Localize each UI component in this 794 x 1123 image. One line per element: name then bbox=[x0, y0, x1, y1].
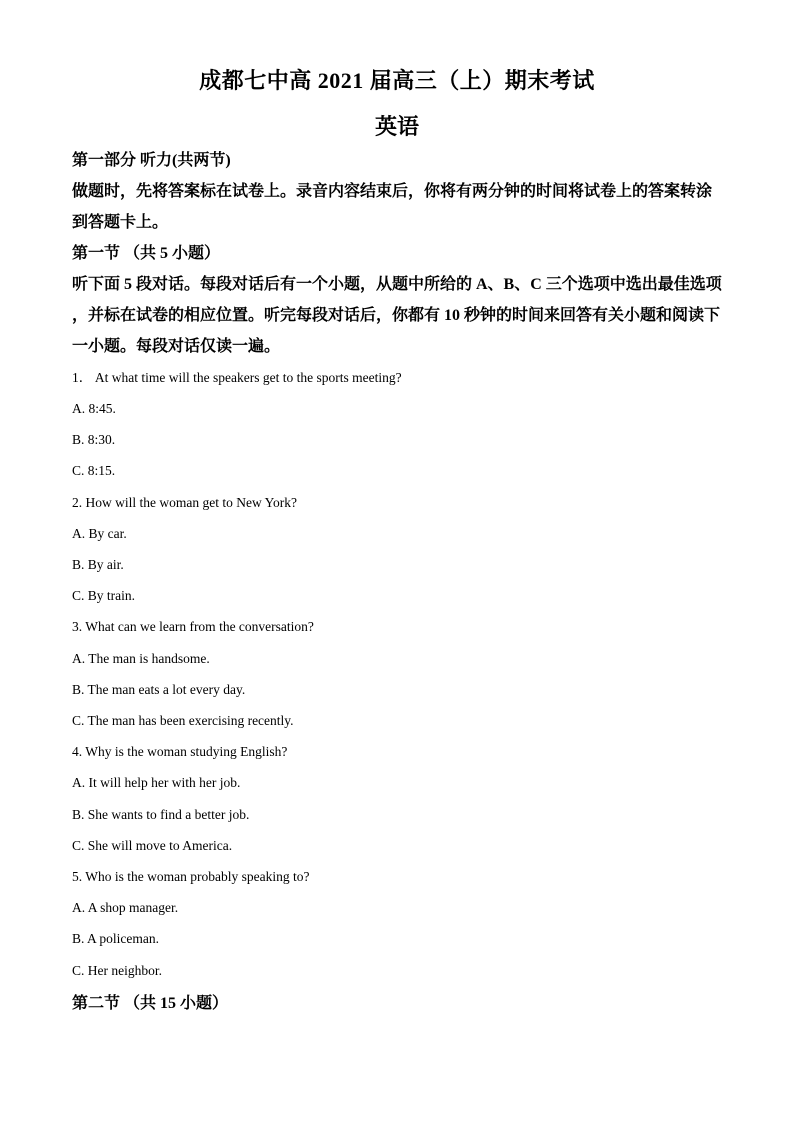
question-option: A. A shop manager. bbox=[72, 900, 179, 915]
section1-instruction-line: ，并标在试卷的相应位置。听完每段对话后，你都有 10 秒钟的时间来回答有关小题和阅读下 bbox=[72, 307, 721, 324]
question-option: C. Her neighbor. bbox=[72, 963, 162, 978]
part1-instruction-line: 做题时，先将答案标在试卷上。录音内容结束后，你将有两分钟的时间将试卷上的答案转涂 bbox=[72, 183, 713, 200]
exam-subject: 英语 bbox=[374, 114, 419, 139]
section1-instruction-line: 一小题。每段对话仅读一遍。 bbox=[72, 338, 281, 355]
question-option: A. The man is handsome. bbox=[72, 651, 210, 666]
question-stem: 5. Who is the woman probably speaking to? bbox=[72, 869, 310, 884]
question-option: C. The man has been exercising recently. bbox=[72, 713, 294, 728]
section1-instruction-line: 听下面 5 段对话。每段对话后有一个小题，从题中所给的 A、B、C 三个选项中选出最佳选项 bbox=[72, 276, 722, 293]
question-option: C. 8:15. bbox=[72, 463, 116, 478]
question-option: A. It will help her with her job. bbox=[72, 775, 241, 790]
part1-instruction-line: 到答题卡上。 bbox=[72, 214, 169, 231]
exam-title: 成都七中高 2021 届高三（上）期末考试 bbox=[199, 68, 595, 93]
question-option: C. She will move to America. bbox=[72, 838, 233, 853]
part1-heading: 第一部分 听力(共两节) bbox=[72, 152, 231, 169]
question-option: A. 8:45. bbox=[72, 401, 116, 416]
question-stem: 3. What can we learn from the conversation? bbox=[72, 619, 314, 634]
section1-heading: 第一节 （共 5 小题） bbox=[72, 245, 221, 262]
question-option: B. A policeman. bbox=[72, 931, 159, 946]
question-stem: 2. How will the woman get to New York? bbox=[72, 495, 297, 510]
question-stem: 1． At what time will the speakers get to the sports meeting? bbox=[72, 370, 402, 385]
question-option: A. By car. bbox=[72, 526, 127, 541]
section2-heading: 第二节 （共 15 小题） bbox=[72, 995, 229, 1012]
question-option: B. She wants to find a better job. bbox=[72, 807, 250, 822]
question-stem: 4. Why is the woman studying English? bbox=[72, 744, 288, 759]
question-option: B. 8:30. bbox=[72, 432, 116, 447]
question-option: C. By train. bbox=[72, 588, 135, 603]
question-option: B. By air. bbox=[72, 557, 124, 572]
question-option: B. The man eats a lot every day. bbox=[72, 682, 246, 697]
